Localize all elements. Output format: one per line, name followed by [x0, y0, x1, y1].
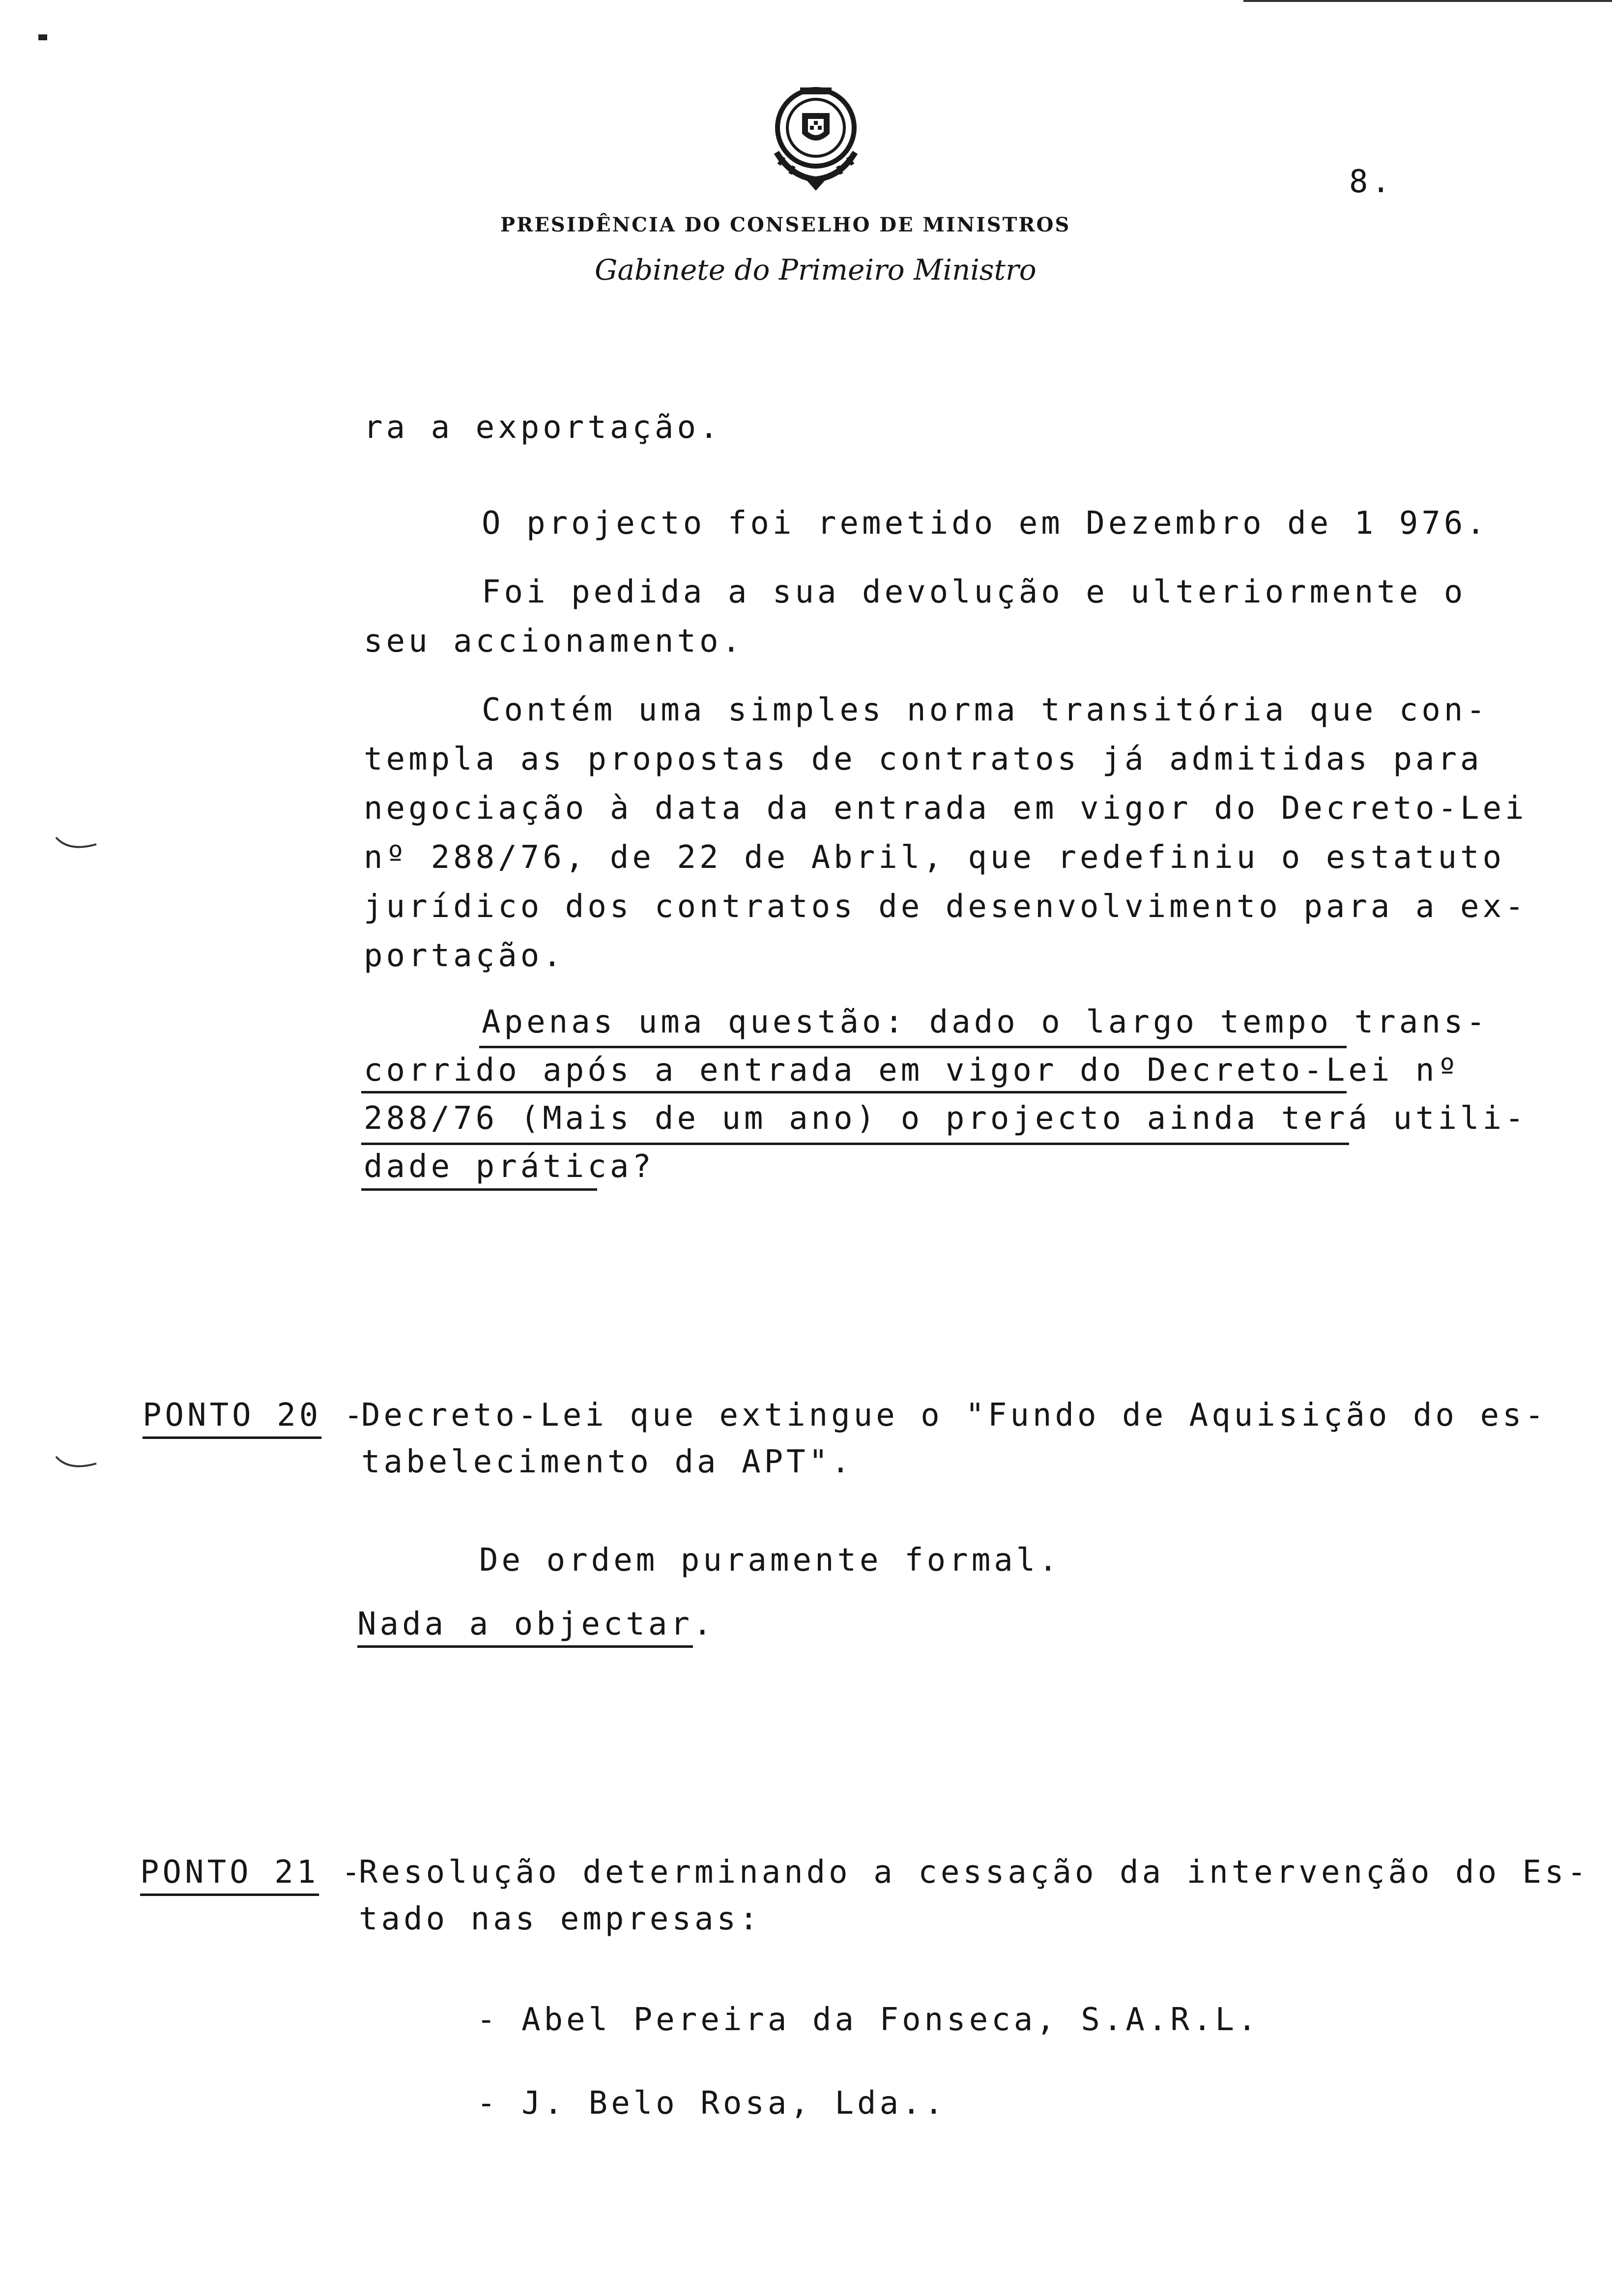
scan-mark — [38, 34, 47, 40]
ponto-20-note: De ordem puramente formal. — [479, 1542, 1061, 1578]
question-line: Apenas uma questão: dado o largo tempo trans- — [482, 1004, 1489, 1040]
paragraph-line: negociação à data da entrada em vigor do Decreto-Lei — [364, 790, 1527, 827]
paragraph-line: Contém uma simples norma transitória que con- — [482, 692, 1489, 728]
section-label-ponto-20: PONTO 20 - — [143, 1397, 367, 1434]
paragraph-line: nº 288/76, de 22 de Abril, que redefiniu o estatuto — [364, 839, 1505, 876]
paragraph-line: portação. — [364, 938, 565, 974]
question-line: 288/76 (Mais de um ano) o projecto ainda terá utili- — [364, 1100, 1527, 1137]
company-list-item: - J. Belo Rosa, Lda.. — [477, 2085, 947, 2122]
paragraph-line: seu accionamento. — [364, 623, 745, 660]
office-subheading: Gabinete do Primeiro Ministro — [595, 253, 1036, 287]
institution-heading: PRESIDÊNCIA DO CONSELHO DE MINISTROS — [500, 213, 1071, 236]
paragraph-line: templa as propostas de contratos já admitidas para — [364, 741, 1483, 777]
underline-stroke — [361, 1188, 597, 1191]
underline-stroke — [361, 1091, 1347, 1093]
ponto-21-title-line: Resolução determinando a cessação da intervenção do Es- — [359, 1854, 1590, 1891]
company-list-item: - Abel Pereira da Fonseca, S.A.R.L. — [477, 2002, 1260, 2038]
question-line: dade prática? — [364, 1148, 655, 1185]
top-edge-rule — [1243, 0, 1612, 2]
ponto-20-title-line: tabelecimento da APT". — [361, 1444, 854, 1480]
paragraph-sent: O projecto foi remetido em Dezembro de 1 976. — [482, 505, 1489, 542]
section-label-ponto-21: PONTO 21 - — [140, 1854, 364, 1891]
margin-tick-mark — [54, 1455, 98, 1474]
paragraph-line: jurídico dos contratos de desenvolvimento para a ex- — [364, 889, 1527, 925]
paragraph-line: Foi pedida a sua devolução e ulteriormente o — [482, 574, 1467, 610]
coat-of-arms-emblem — [757, 79, 875, 197]
margin-tick-mark — [54, 835, 98, 855]
ponto-20-conclusion: Nada a objectar. — [357, 1606, 716, 1642]
page-number: 8. — [1349, 164, 1394, 200]
ponto-20-title-line: Decreto-Lei que extingue o "Fundo de Aquisição do es- — [361, 1397, 1548, 1434]
ponto-21-title-line: tado nas empresas: — [359, 1901, 762, 1937]
continuation-line: ra a exportação. — [364, 409, 722, 446]
question-line: corrido após a entrada em vigor do Decreto-Lei nº — [364, 1052, 1461, 1089]
